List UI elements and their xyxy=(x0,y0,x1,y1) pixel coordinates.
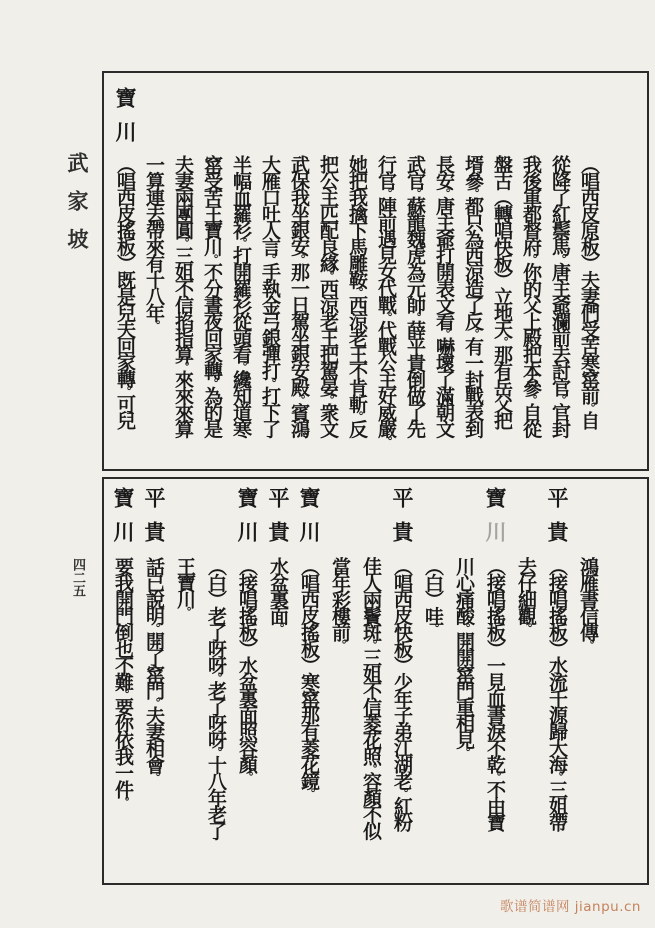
column-text: 川心痛酸。開開窰門重相見。 xyxy=(453,557,475,756)
speaker-label: 寶川 xyxy=(483,487,508,555)
column-text: 大雁口吐人言。手執金弓銀彈打。打下了 xyxy=(259,155,281,436)
text-column xyxy=(232,479,263,883)
column-text: 夫妻兩團圓。三姐不信掐指算。來來來算 xyxy=(172,155,194,436)
speaker-label: 寶川 xyxy=(111,487,136,555)
column-text: （接唱搖板）水流千源歸大海。三姐帶 xyxy=(546,557,568,830)
column-text: 長安。唐主爺打開表文看。嚇壞了滿朝文 xyxy=(433,155,455,436)
speaker-label: 寶川 xyxy=(113,87,138,155)
text-column xyxy=(430,73,459,469)
speaker-spacer xyxy=(546,73,575,155)
text-column xyxy=(256,73,285,469)
text-column xyxy=(401,73,430,469)
speaker-spacer xyxy=(459,73,488,155)
text-column xyxy=(480,479,511,883)
speaker-spacer xyxy=(256,73,285,155)
speaker-spacer xyxy=(169,73,198,155)
text-column xyxy=(459,73,488,469)
column-text: 一算連去帶來有十八年。 xyxy=(143,155,165,329)
text-column xyxy=(201,479,232,883)
speaker-label: 平貴 xyxy=(142,487,167,555)
column-text: 盤古（轉唱快板）立地天。那有岳父把 xyxy=(491,155,513,428)
bottom-columns xyxy=(104,479,647,883)
book-title-margin: 武家坡 xyxy=(65,152,90,266)
text-column xyxy=(285,73,314,469)
text-column xyxy=(517,73,546,469)
column-text: 佳人兩鬢斑。三姐不信菱花照。容顏不似 xyxy=(360,557,382,838)
column-text: 半幅血羅衫。打開羅衫從頭看。纔知道寒 xyxy=(230,155,252,436)
text-column xyxy=(449,479,480,883)
column-text: 從降了紅鬃馬。唐主爺瀾前去討官。官封 xyxy=(549,155,571,436)
text-column xyxy=(140,73,169,469)
column-text: 把公主匹配良緣。西涼老王把駕晏。衆文 xyxy=(317,155,339,436)
text-column xyxy=(356,479,387,883)
column-text: （白）哇。 xyxy=(422,557,444,632)
text-column xyxy=(139,479,170,883)
column-text: （唱西皮原板）夫妻們受苦寒窰前。自 xyxy=(578,155,600,428)
text-column xyxy=(418,479,449,883)
speaker-spacer xyxy=(285,73,314,155)
speaker-spacer xyxy=(430,73,459,155)
speaker-spacer xyxy=(325,479,356,557)
speaker-spacer xyxy=(314,73,343,155)
script-top-panel xyxy=(102,71,649,471)
speaker-spacer xyxy=(449,479,480,557)
column-text: （唱西皮搖板）既是兒夫回家轉。可兒 xyxy=(114,155,136,428)
text-column xyxy=(325,479,356,883)
text-column xyxy=(169,73,198,469)
speaker-spacer xyxy=(401,73,430,155)
text-column xyxy=(343,73,372,469)
column-text: 當年彩樓前。 xyxy=(329,557,351,648)
column-text: （接唱搖板）水盆裏面照容顏。 xyxy=(236,557,258,780)
speaker-spacer xyxy=(198,73,227,155)
column-text: 壻參。都只為西涼造了反。有一封戰表到 xyxy=(462,155,484,436)
text-column xyxy=(546,73,575,469)
speaker-spacer xyxy=(140,73,169,155)
column-text: 話已說明。開了窰門。夫妻相會。 xyxy=(143,557,165,781)
speaker-spacer xyxy=(488,73,517,155)
column-text: 去仔細觀。 xyxy=(515,557,537,632)
speaker-label: 平貴 xyxy=(390,487,415,555)
text-column xyxy=(294,479,325,883)
watermark: 歌谱简谱网 jianpu.cn xyxy=(499,899,641,915)
column-text: 我後軍都督府。你的父上殿把本參。自從 xyxy=(520,155,542,436)
speaker-spacer xyxy=(356,479,387,557)
text-column xyxy=(575,73,604,469)
text-column xyxy=(387,479,418,883)
speaker-spacer xyxy=(227,73,256,155)
text-column xyxy=(488,73,517,469)
top-columns xyxy=(104,73,647,469)
speaker-spacer xyxy=(573,479,604,557)
column-text: 武官。蘇龍魏虎為元帥。薛平貴倒做了先 xyxy=(404,155,426,436)
column-text: 水盆裏面。 xyxy=(267,557,289,632)
speaker-spacer xyxy=(170,479,201,557)
speaker-spacer xyxy=(343,73,372,155)
speaker-spacer xyxy=(517,73,546,155)
speaker-spacer xyxy=(575,73,604,155)
column-text: （唱西皮快板）少年子弟江湖老。紅粉 xyxy=(391,557,413,830)
page-number: 四二五 xyxy=(70,558,85,597)
column-text: （接唱搖板）一見血書淚不乾。不由寶 xyxy=(484,557,506,830)
text-column xyxy=(170,479,201,883)
speaker-label: 平貴 xyxy=(266,487,291,555)
speaker-spacer xyxy=(372,73,401,155)
text-column xyxy=(198,73,227,469)
column-text: 王寶川。 xyxy=(174,557,196,615)
text-column xyxy=(111,73,140,469)
column-text: 她把我擒下馬雕鞍。西涼老王不肯斬。反 xyxy=(346,155,368,436)
speaker-label: 寶川 xyxy=(297,487,322,555)
text-column xyxy=(542,479,573,883)
speaker-spacer xyxy=(201,479,232,557)
text-column xyxy=(372,73,401,469)
column-text: 武保我坐銀安。那一日駕坐銀安殿。賓鴻 xyxy=(288,155,310,436)
column-text: 要我開門倒也不難。要你依我一件。 xyxy=(112,557,134,805)
column-text: （唱西皮搖板）寒窰那有菱花鏡。 xyxy=(298,557,320,797)
speaker-label: 平貴 xyxy=(545,487,570,555)
text-column xyxy=(108,479,139,883)
column-text: 行官。陣前遇見女代戰。代戰公主好威嚴。 xyxy=(375,155,397,445)
text-column xyxy=(263,479,294,883)
speaker-label: 寶川 xyxy=(235,487,260,555)
column-text: 窰受苦王寶川。不分晝夜回家轉。為的是 xyxy=(201,155,223,436)
column-text: （白）老了呀呀。老了呀呀。十八年老了 xyxy=(205,557,227,838)
speaker-spacer xyxy=(511,479,542,557)
text-column xyxy=(314,73,343,469)
text-column xyxy=(573,479,604,883)
text-column xyxy=(227,73,256,469)
speaker-spacer xyxy=(418,479,449,557)
column-text: 鴻雁書信傳。 xyxy=(577,557,599,648)
text-column xyxy=(511,479,542,883)
script-bottom-panel xyxy=(102,477,649,885)
